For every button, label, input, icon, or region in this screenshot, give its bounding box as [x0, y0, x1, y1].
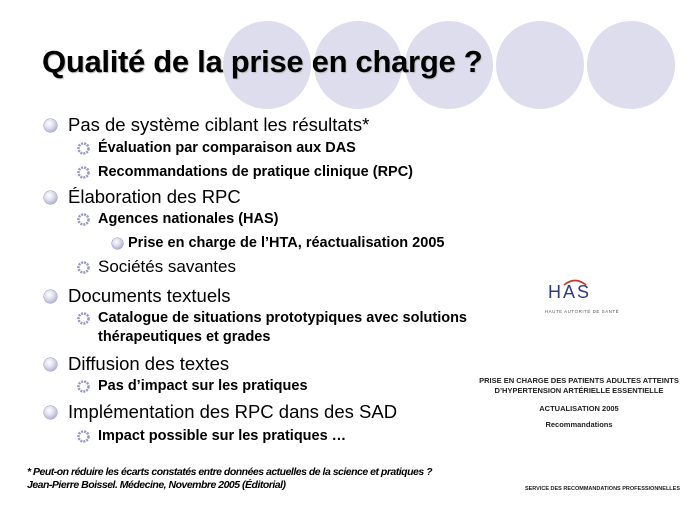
- ring-bullet-icon: [77, 380, 90, 393]
- small-sphere-bullet-icon: [112, 238, 123, 249]
- sub-bullet-text: Évaluation par comparaison aux DAS: [98, 140, 356, 156]
- logo-arc-icon: [562, 278, 588, 286]
- sphere-bullet-icon: [44, 191, 57, 204]
- sphere-bullet-icon: [44, 119, 57, 132]
- sub-bullet-text: Recommandations de pratique clinique (RPC): [98, 164, 414, 180]
- footnote-line2: Jean-Pierre Boissel. Médecine, Novembre 2005 (Éditorial): [27, 479, 286, 491]
- sub-bullet-text: Sociétés savantes: [98, 257, 236, 276]
- has-logo-text: HAS: [548, 282, 592, 302]
- bullet-text: Diffusion des textes: [68, 353, 230, 374]
- ring-bullet-icon: [77, 312, 90, 325]
- bullet-text: Implémentation des RPC dans des SAD: [68, 401, 398, 422]
- footnote: [27, 466, 432, 492]
- cover-service: SERVICE DES RECOMMANDATIONS PROFESSIONNELLES: [524, 486, 681, 492]
- sphere-bullet-icon: [44, 358, 57, 371]
- sphere-bullet-icon: [44, 290, 57, 303]
- ring-bullet-icon: [77, 261, 90, 274]
- bullet-text: Pas de système ciblant les résultats*: [68, 114, 370, 135]
- footnote-line1: * Peut-on réduire les écarts constatés entre données actuelles de la science et pratiques ?: [27, 466, 433, 478]
- cover-heading-line1: PRISE EN CHARGE DES PATIENTS ADULTES ATTEINTS: [479, 376, 679, 385]
- has-logo: [534, 282, 630, 322]
- sub-bullet-text: Impact possible sur les pratiques …: [98, 428, 347, 444]
- ring-bullet-icon: [77, 166, 90, 179]
- sphere-bullet-icon: [44, 406, 57, 419]
- cover-type: Recommandations: [545, 420, 613, 429]
- has-logo-subtitle: HAUTE AUTORITÉ DE SANTÉ: [544, 309, 620, 314]
- sub-bullet-text: Agences nationales (HAS): [98, 211, 279, 227]
- sub-sub-bullet-text: Prise en charge de l’HTA, réactualisation 2005: [128, 235, 445, 251]
- sub-bullet-text-line2: thérapeutiques et grades: [98, 329, 271, 345]
- decorative-circle: [496, 21, 584, 109]
- sub-bullet-text: Catalogue de situations prototypiques avec solutions: [98, 310, 467, 326]
- ring-bullet-icon: [77, 213, 90, 226]
- ring-bullet-icon: [77, 430, 90, 443]
- sub-bullet-text: Pas d’impact sur les pratiques: [98, 378, 308, 394]
- bullet-text: Élaboration des RPC: [68, 186, 241, 207]
- decorative-circle: [587, 21, 675, 109]
- cover-heading-line2: D’HYPERTENSION ARTÉRIELLE ESSENTIELLE: [494, 386, 664, 395]
- ring-bullet-icon: [77, 142, 90, 155]
- slide-title: Qualité de la prise en charge ?: [42, 44, 483, 79]
- cover-update: ACTUALISATION 2005: [539, 404, 619, 413]
- bullet-text: Documents textuels: [68, 285, 231, 306]
